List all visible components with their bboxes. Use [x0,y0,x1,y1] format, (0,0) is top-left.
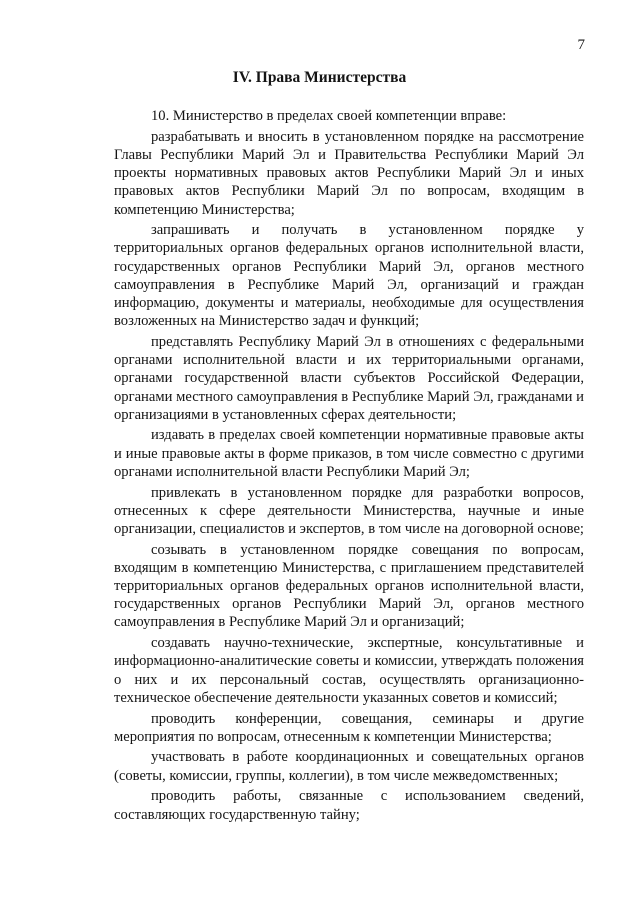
paragraph: издавать в пределах своей компетенции нормативные правовые акты и иные правовые акты в форме приказов, в том числе совместно с другими органами исполнительной власти Республики Марий Эл; [114,427,584,480]
paragraph: проводить работы, связанные с использованием сведений, составляющих государственную тайну; [114,788,584,823]
document-body [114,107,584,826]
paragraph: созывать в установленном порядке совещания по вопросам, входящим в компетенцию Министерства, с приглашением представителей территориальных органов федеральных органов исполнительной власти, государственных органов Республики Марий Эл, органов местного самоуправления в Республике Марий Эл и организаций; [114,541,584,631]
page-number: 7 [577,37,585,53]
paragraph: 10. Министерство в пределах своей компетенции вправе: [151,108,507,124]
paragraph: проводить конференции, совещания, семинары и другие мероприятия по вопросам, отнесенным к компетенции Министерства; [114,710,584,745]
paragraph: создавать научно-технические, экспертные, консультативные и информационно-аналитические советы и комиссии, утверждать положения о них и их персональный состав, осуществлять организационно-техническое обеспечение деятельности указанных советов и комиссий; [114,635,584,706]
paragraph: привлекать в установленном порядке для разработки вопросов, отнесенных к сфере деятельности Министерства, научные и иные организации, специалистов и экспертов, в том числе на договорной основе; [114,484,584,537]
paragraph: разрабатывать и вносить в установленном порядке на рассмотрение Главы Республики Марий Эл и Правительства Республики Марий Эл проекты нормативных правовых актов Республики Марий Эл и иных правовых актов Республики Марий Эл по вопросам, входящим в компетенцию Министерства; [114,128,584,218]
paragraph: запрашивать и получать в установленном порядке у территориальных органов федеральных органов исполнительной власти, государственных органов Республики Марий Эл, органов местного самоуправления в Республике Марий Эл, организаций и граждан информацию, документы и материалы, необходимые для осуществления возложенных на Министерство задач и функций; [114,222,584,330]
section-heading: IV. Права Министерства [232,69,407,86]
paragraph: представлять Республику Марий Эл в отношениях с федеральными органами исполнительной власти и их территориальными органами, органами государственной власти субъектов Российской Федерации, органами местного самоуправления в Республике Марий Эл, гражданами и организациями в установленных сферах деятельности; [114,333,584,423]
paragraph: участвовать в работе координационных и совещательных органов (советы, комиссии, группы, коллегии), в том числе межведомственных; [114,749,584,784]
